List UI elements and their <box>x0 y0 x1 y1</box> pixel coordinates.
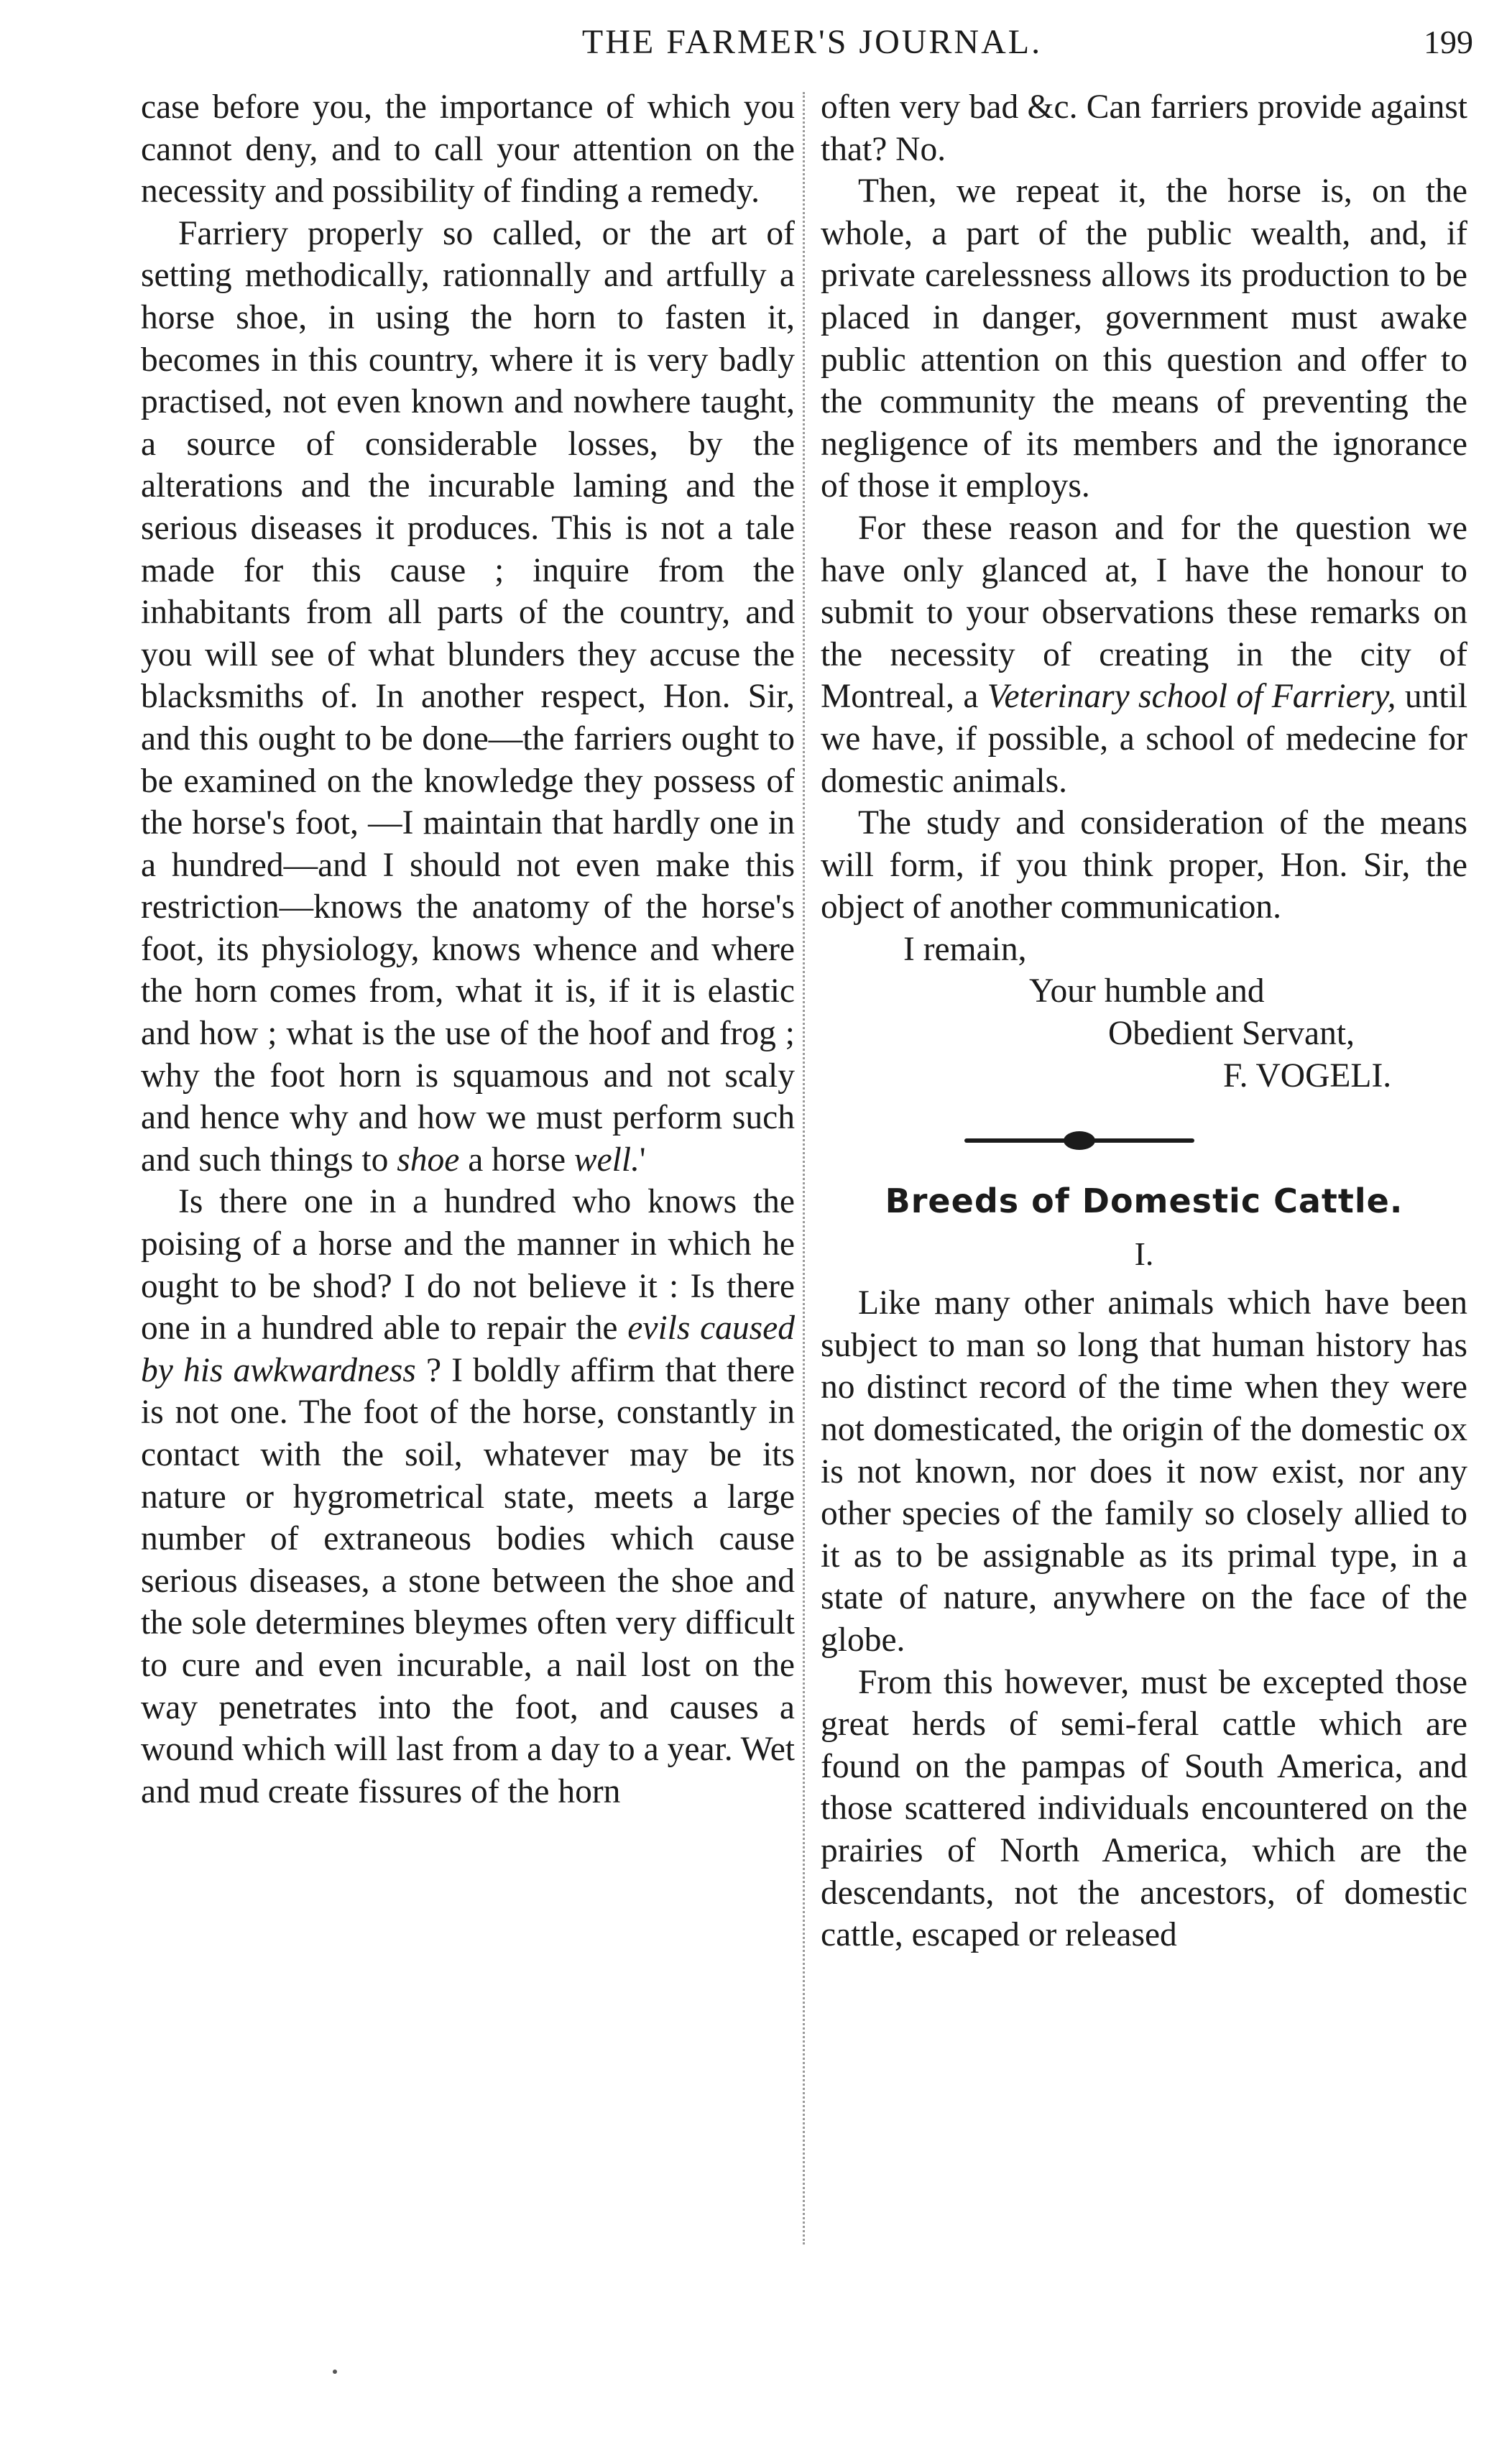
emphasis-text: evils caused by his awkwardness <box>141 1309 795 1389</box>
paragraph-text: ? I boldly affirm that there is not one. The foot of the horse, constantly in contact with the soil, whatever may be its nature or hygrometrical state, meets a large number of extraneous bodies which cause serious diseases, a stone between the shoe and the sole determines bleymes often very difficult to cure and even incurable, a nail lost on the way penetrates into the foot, and causes a wound which will last from a day to a year. Wet and mud create fissures of the horn <box>141 1351 795 1810</box>
signoff-line: Obedient Servant, <box>1108 1015 1355 1053</box>
paragraph <box>141 1181 795 1813</box>
running-head: THE FARMER'S JOURNAL. <box>581 23 1043 61</box>
emphasis-text: Veterinary school of Farriery, <box>987 678 1396 716</box>
paragraph-text: a horse <box>459 1141 574 1179</box>
paragraph-text: until we have, if possible, a school of medecine for domestic animals. <box>821 678 1467 800</box>
signature: F. VOGELI. <box>1223 1056 1392 1095</box>
emphasis-text: shoe <box>397 1141 460 1179</box>
paragraph-text: Is there one in a hundred who knows the poising of a horse and the manner in which he ought to be shod? I do not believe it : Is there one in a hundred able to repair the <box>141 1183 795 1348</box>
paragraph-text: ' <box>639 1141 646 1179</box>
emphasis-text: well. <box>573 1141 640 1179</box>
letter-signoff <box>821 929 1467 1097</box>
paragraph <box>141 213 795 1182</box>
print-speck <box>333 2370 337 2374</box>
ornament-dot <box>1064 1131 1095 1150</box>
paragraph: From this however, must be excepted those great herds of semi-feral cattle which are found on the pampas of South America, and those scattered individuals encountered on the prairies of North America, which are the descendants, not the ancestors, of domestic cattle, escaped or released <box>821 1663 1467 1954</box>
paragraph <box>821 507 1467 802</box>
paragraph: often very bad &c. Can farriers provide against that? No. <box>821 88 1467 168</box>
signoff-line: I remain, <box>903 930 1027 968</box>
page-number: 199 <box>1424 24 1473 60</box>
section-title: Breeds of Domestic Cattle. <box>885 1182 1403 1221</box>
paragraph-text: For these reason and for the question we have only glanced at, I have the honour to submit to your observations these remarks on the necessity of creating in the city of Montreal, a <box>821 509 1467 716</box>
column-divider <box>803 92 805 2244</box>
paragraph-text: Farriery properly so called, or the art of setting methodically, rationnally and artfully a horse shoe, in using the horn to fasten it, becomes in this country, where it is very badly practised, not even known and nowhere taught, a source of considerable losses, by the alterations and the incurable laming and the serious diseases it produces. This is not a tale made for this cause ; inquire from the inhabitants from all parts of the country, and you will see of what blunders they accuse the blacksmiths of. In another respect, Hon. Sir, and this ought to be done—the farriers ought to be examined on the knowledge they possess of the horse's foot, —I maintain that hardly one in a hundred—and I should not even make this restriction—knows the anatomy of the horse's foot, its physiology, knows whence and where the horn comes from, what it is, if it is elastic and how ; what is the use of the hoof and frog ; why the foot horn is squamous and not scaly and hence why and how we must perform such and such things to <box>141 214 795 1179</box>
right-column <box>821 86 1467 1956</box>
page-header <box>137 10 1488 75</box>
section-number: I. <box>1134 1235 1154 1273</box>
ornamental-rule <box>821 1097 1467 1176</box>
left-column <box>141 86 795 1813</box>
paragraph: case before you, the importance of which you cannot deny, and to call your attention on the necessity and possibility of finding a remedy. <box>141 88 795 211</box>
paragraph: Like many other animals which have been subject to man so long that human history has no distinct record of the time when they were not domesticated, the origin of the domestic ox is not known, nor does it now exist, nor any other species of the family so closely allied to it as to be assignable as its primal type, in a state of nature, anywhere on the face of the globe. <box>821 1284 1467 1659</box>
paragraph: The study and consideration of the means will form, if you think proper, Hon. Sir, the object of another communication. <box>821 804 1467 926</box>
signoff-line: Your humble and <box>1029 972 1265 1010</box>
paragraph: Then, we repeat it, the horse is, on the whole, a part of the public wealth, and, if private carelessness allows its production to be placed in danger, government must awake public attention on this question and offer to the community the means of preventing the negligence of its members and the ignorance of those it employs. <box>821 172 1467 505</box>
